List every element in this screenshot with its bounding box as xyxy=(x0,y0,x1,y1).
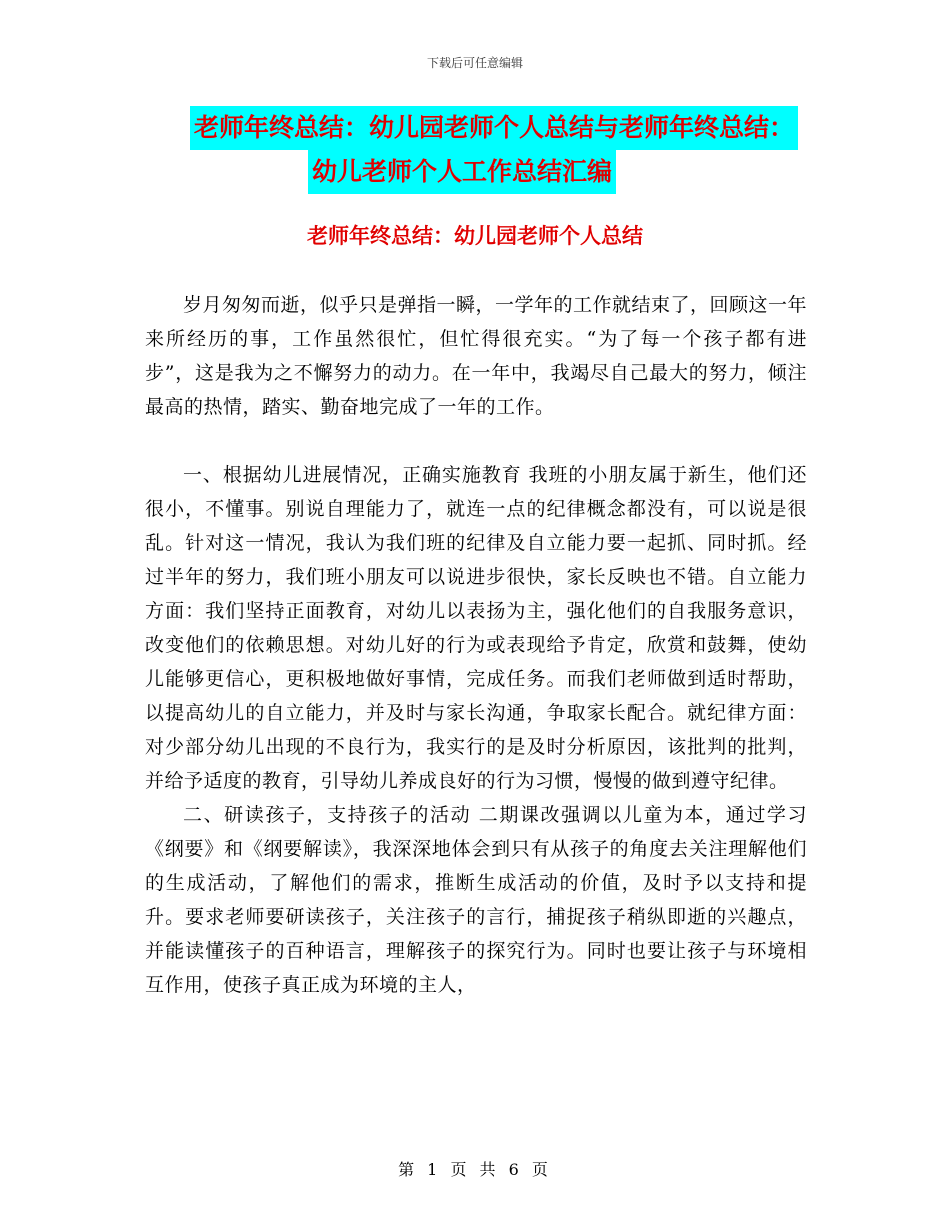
paragraph-section-2: 二、研读孩子，支持孩子的活动 二期课改强调以儿童为本，通过学习《纲要》和《纲要解读》，我深深地体会到只有从孩子的角度去关注理解他们的生成活动，了解他们的需求，推断生成活动的价值，及时予以支持和提升。要求老师要研读孩子，关注孩子的言行，捕捉孩子稍纵即逝的兴趣点，并能读懂孩子的百种语言，理解孩子的探究行为。同时也要让孩子与环境相互作用，使孩子真正成为环境的主人， xyxy=(145,804,807,996)
header-note: 下载后可任意编辑 xyxy=(426,56,523,70)
title-line-2: 幼儿老师个人工作总结汇编 xyxy=(308,150,616,194)
section-title: 老师年终总结：幼儿园老师个人总结 xyxy=(307,224,643,248)
paragraph-section-1: 一、根据幼儿进展情况，正确实施教育 我班的小朋友属于新生，他们还很小，不懂事。别说自理能力了，就连一点的纪律概念都没有，可以说是很乱。针对这一情况，我认为我们班的纪律及自立能力要一起抓、同时抓。经过半年的努力，我们班小朋友可以说进步很快，家长反映也不错。自立能力方面：我们坚持正面教育，对幼儿以表扬为主，强化他们的自我服务意识，改变他们的依赖思想。对幼儿好的行为或表现给予肯定，欣赏和鼓舞，使幼儿能够更信心，更积极地做好事情，完成任务。而我们老师做到适时帮助，以提高幼儿的自立能力，并及时与家长沟通，争取家长配合。就纪律方面：对少部分幼儿出现的不良行为，我实行的是及时分析原因，该批判的批判，并给予适度的教育，引导幼儿养成良好的行为习惯，慢慢的做到遵守纪律。 xyxy=(145,464,807,792)
body-text xyxy=(145,288,807,1002)
paragraph-intro: 岁月匆匆而逝，似乎只是弹指一瞬，一学年的工作就结束了，回顾这一年来所经历的事，工作虽然很忙，但忙得很充实。“为了每一个孩子都有进步”，这是我为之不懈努力的动力。在一年中，我竭尽自己最大的努力，倾注最高的热情，踏实、勤奋地完成了一年的工作。 xyxy=(145,294,808,418)
page-footer: 第 1 页 共 6 页 xyxy=(398,1160,552,1179)
title-line-1: 老师年终总结：幼儿园老师个人总结与老师年终总结： xyxy=(190,106,798,150)
document-title xyxy=(190,106,830,194)
